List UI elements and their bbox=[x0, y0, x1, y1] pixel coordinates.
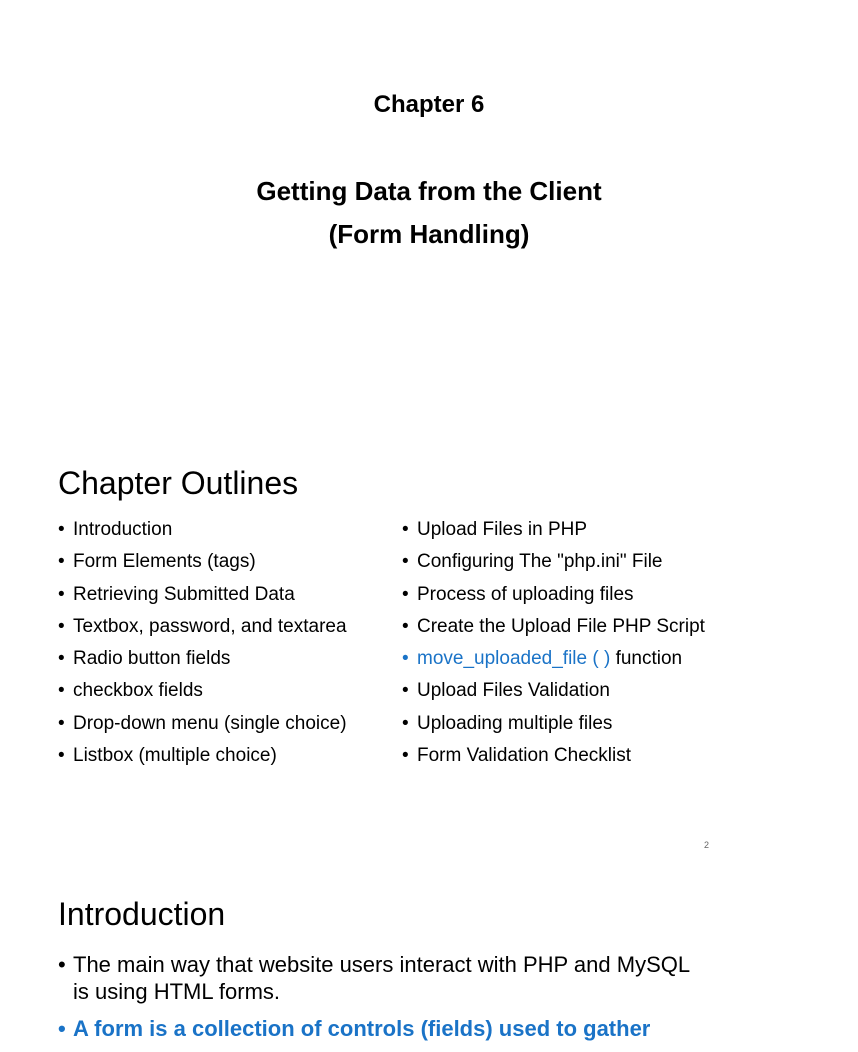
bullet-icon: • bbox=[402, 583, 409, 605]
list-item-text: The main way that website users interact with PHP and MySQL is using HTML forms. bbox=[73, 952, 690, 1004]
title-line-2: (Form Handling) bbox=[328, 219, 530, 249]
slide-number: 2 bbox=[704, 840, 710, 850]
list-item bbox=[58, 1015, 698, 1042]
bullet-icon: • bbox=[402, 648, 409, 670]
outline-item bbox=[402, 546, 705, 578]
outline-item bbox=[58, 579, 347, 611]
outline-item bbox=[58, 740, 347, 772]
outline-item-text: Configuring The "php.ini" File bbox=[417, 551, 663, 573]
outline-list-left bbox=[58, 514, 347, 772]
bullet-icon: • bbox=[58, 551, 65, 573]
outline-item-text: Radio button fields bbox=[73, 648, 231, 670]
introduction-heading: Introduction bbox=[58, 896, 226, 932]
bullet-icon: • bbox=[58, 680, 65, 702]
outline-item-text: Textbox, password, and textarea bbox=[73, 615, 347, 637]
page-title bbox=[0, 170, 858, 256]
outline-item bbox=[402, 611, 705, 643]
outline-item bbox=[402, 740, 705, 772]
bullet-icon: • bbox=[402, 680, 409, 702]
bullet-icon: • bbox=[58, 583, 65, 605]
bullet-icon: • bbox=[402, 745, 409, 767]
bullet-icon: • bbox=[58, 648, 65, 670]
bullet-icon: • bbox=[58, 1016, 66, 1041]
title-line-1: Getting Data from the Client bbox=[256, 176, 602, 206]
outline-list-right bbox=[402, 514, 705, 772]
outline-item bbox=[58, 611, 347, 643]
outline-item bbox=[402, 708, 705, 740]
outline-item-text: Form Elements (tags) bbox=[73, 551, 256, 573]
outline-item-text: Create the Upload File PHP Script bbox=[417, 615, 705, 637]
outline-item-text: checkbox fields bbox=[73, 680, 203, 702]
outline-item bbox=[58, 675, 347, 707]
outline-item bbox=[402, 675, 705, 707]
outline-item-text: Drop-down menu (single choice) bbox=[73, 712, 347, 734]
outline-item-code: move_uploaded_file ( ) bbox=[417, 648, 611, 670]
outline-item bbox=[402, 579, 705, 611]
outline-item-text: Retrieving Submitted Data bbox=[73, 583, 295, 605]
outline-heading: Chapter Outlines bbox=[58, 465, 299, 501]
introduction-list bbox=[58, 951, 698, 1052]
bullet-icon: • bbox=[402, 551, 409, 573]
outline-item-text: Process of uploading files bbox=[417, 583, 634, 605]
list-item bbox=[58, 951, 698, 1005]
outline-item-text: Upload Files in PHP bbox=[417, 519, 588, 540]
bullet-icon: • bbox=[402, 712, 409, 734]
outline-item bbox=[58, 643, 347, 675]
outline-item-text: Listbox (multiple choice) bbox=[73, 745, 277, 767]
outline-item-text: Form Validation Checklist bbox=[417, 745, 632, 767]
bullet-icon: • bbox=[402, 615, 409, 637]
bullet-icon: • bbox=[58, 952, 66, 977]
outline-item-suffix: function bbox=[610, 648, 683, 670]
outline-item bbox=[58, 546, 347, 578]
outline-item-text: Introduction bbox=[73, 519, 173, 540]
bullet-icon: • bbox=[58, 712, 65, 734]
outline-item bbox=[402, 643, 705, 675]
outline-item bbox=[402, 514, 705, 546]
bullet-icon: • bbox=[58, 615, 65, 637]
chapter-label: Chapter 6 bbox=[373, 91, 485, 118]
outline-item bbox=[58, 514, 347, 546]
bullet-icon: • bbox=[402, 519, 409, 540]
outline-item bbox=[58, 708, 347, 740]
bullet-icon: • bbox=[58, 745, 65, 767]
bullet-icon: • bbox=[58, 519, 65, 540]
outline-item-text: Uploading multiple files bbox=[417, 712, 613, 734]
list-item-text: A form is a collection of controls (fields) used to gather bbox=[73, 1016, 651, 1041]
outline-item-text: Upload Files Validation bbox=[417, 680, 610, 702]
